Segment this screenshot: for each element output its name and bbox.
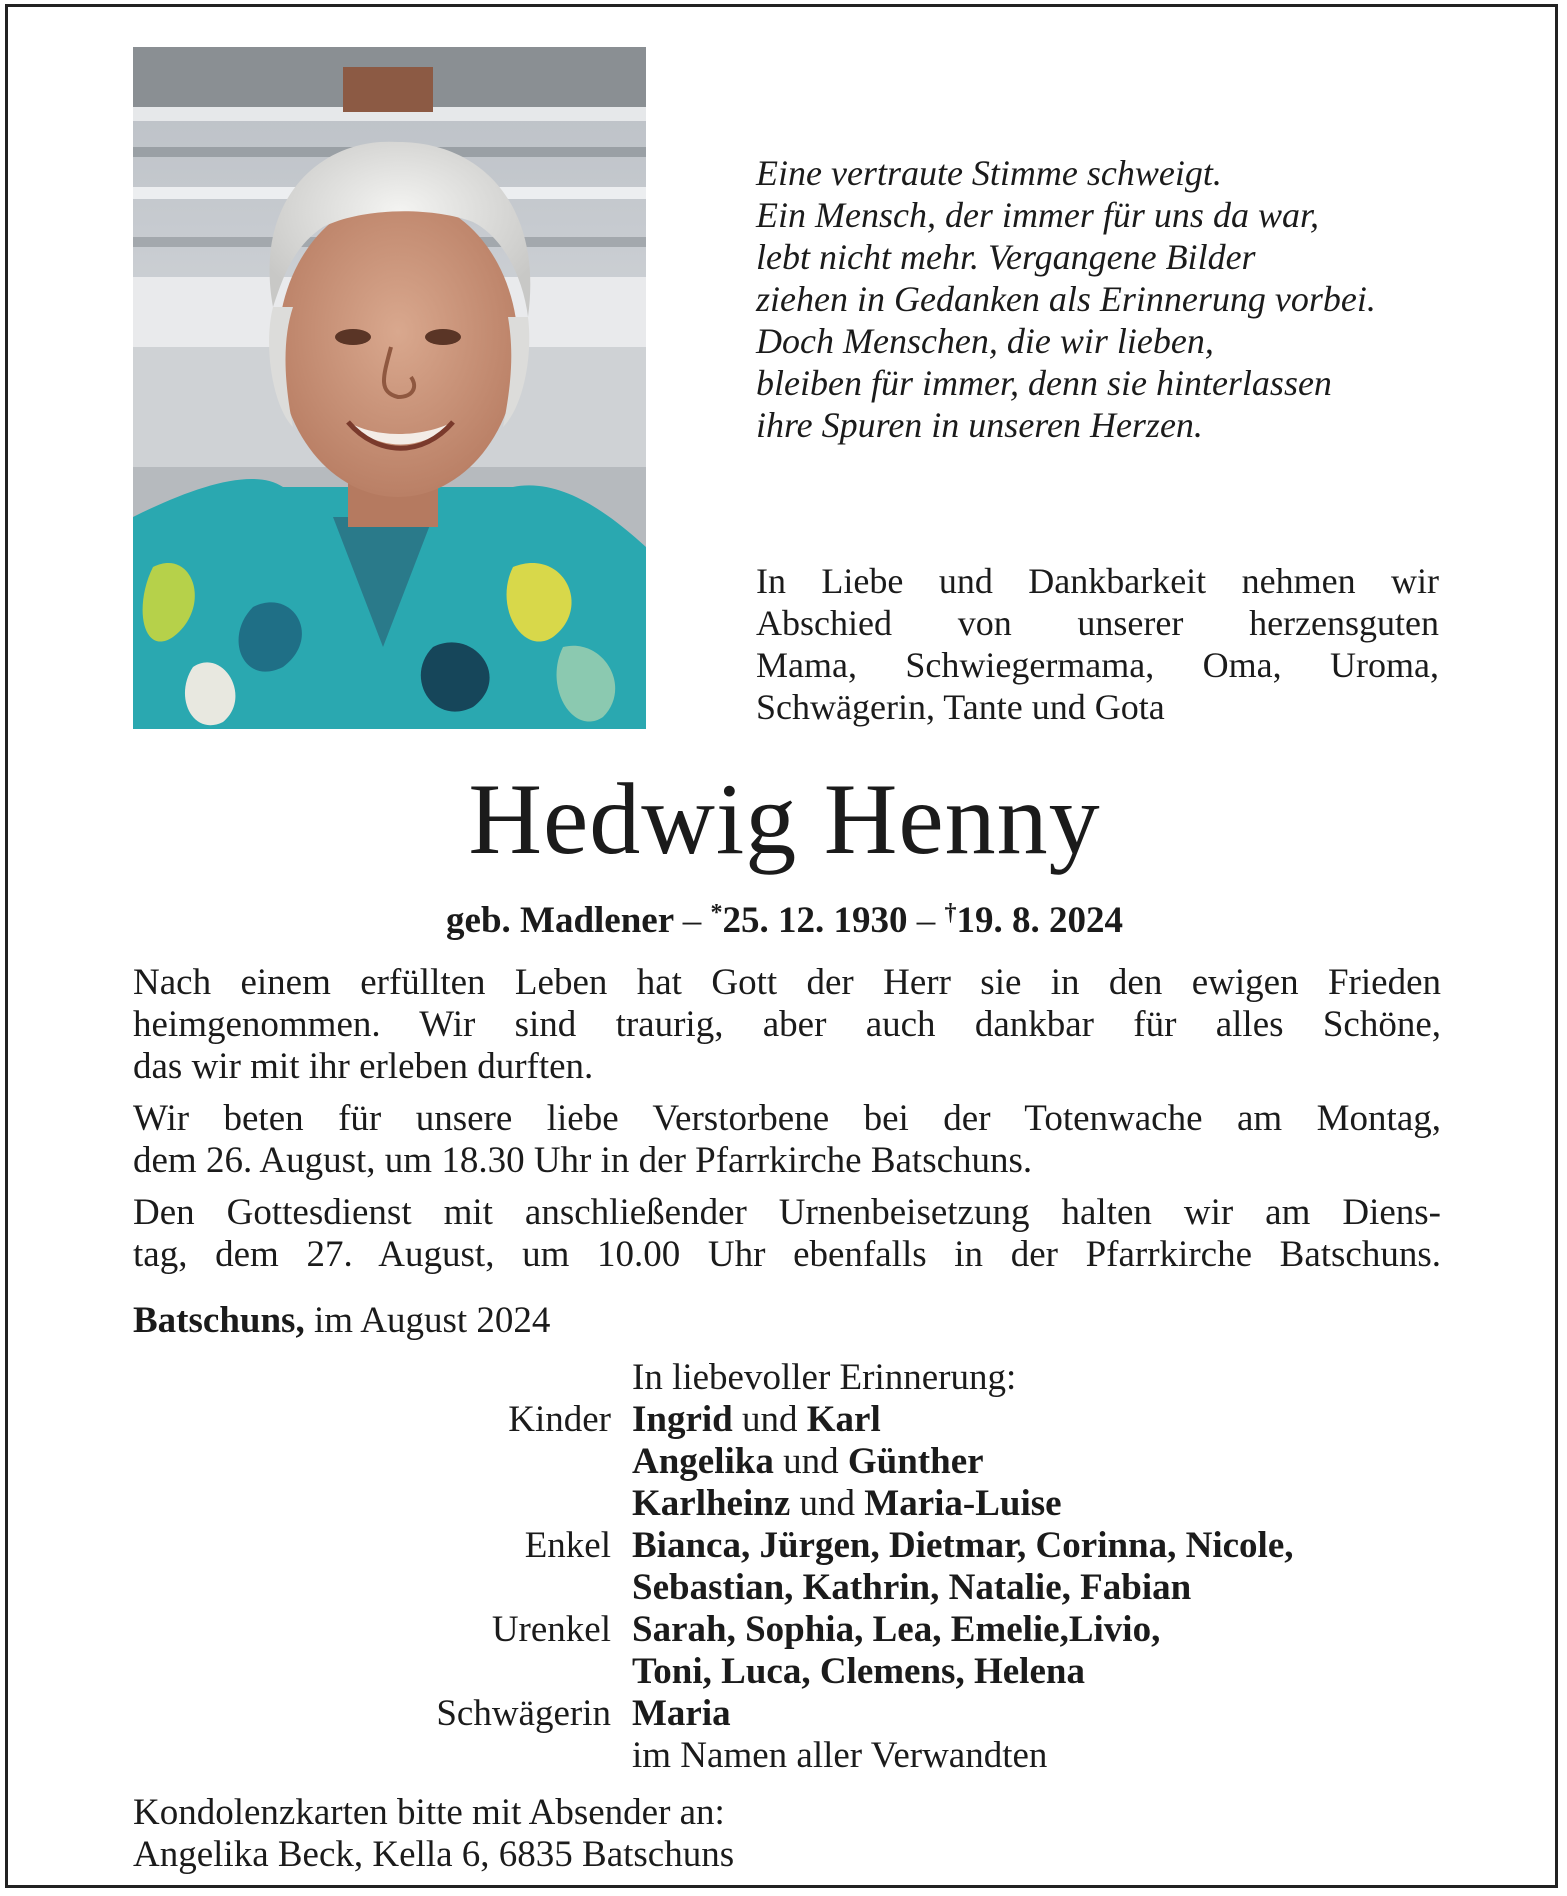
contact-line: Angelika Beck, Kella 6, 6835 Batschuns [133, 1834, 735, 1875]
und-text: und [783, 1441, 839, 1482]
und-text: und [742, 1399, 798, 1440]
child-name: Ingrid [632, 1399, 733, 1440]
intro-text [756, 560, 1439, 728]
poem-line: Eine vertraute Stimme schweigt. [756, 153, 1222, 193]
poem-line: Doch Menschen, die wir lieben, [756, 321, 1214, 361]
paragraph-wake [133, 1098, 1441, 1182]
und-text: und [799, 1483, 856, 1524]
body-line: Den Gottesdienst mit anschließender Urnenbeisetzung halten wir am Diens- [133, 1192, 1441, 1233]
poem-line: ziehen in Gedanken als Erinnerung vorbei. [756, 279, 1376, 319]
paragraph-service [133, 1192, 1441, 1276]
urenkel-names: Sarah, Sophia, Lea, Emelie,Livio, [632, 1609, 1161, 1650]
poem-line: bleiben für immer, denn sie hinterlassen [756, 363, 1332, 403]
obituary-card [5, 4, 1558, 1888]
dash: – [916, 900, 936, 941]
body-line: das wir mit ihr erleben durften. [133, 1046, 594, 1087]
poem [756, 152, 1476, 446]
kinder-pair [632, 1441, 984, 1483]
child-name: Karlheinz [632, 1483, 791, 1524]
body-line: tag, dem 27. August, um 10.00 Uhr ebenfalls in der Pfarrkirche Batschuns. [133, 1234, 1441, 1275]
body-line: Wir beten für unsere liebe Verstorbene bei der Totenwache am Montag, [133, 1098, 1441, 1139]
birth-name: geb. Madlener [446, 900, 674, 941]
schwaegerin-name: Maria [632, 1693, 731, 1734]
label-enkel: Enkel [524, 1525, 611, 1566]
poem-line: Ein Mensch, der immer für uns da war, [756, 195, 1319, 235]
intro-line: Mama, Schwiegermama, Oma, Uroma, [756, 645, 1439, 685]
family-closing: im Namen aller Verwandten [632, 1735, 1048, 1776]
kinder-pair [632, 1483, 1062, 1525]
child-name: Angelika [632, 1441, 774, 1482]
intro-line: Schwägerin, Tante und Gota [756, 687, 1165, 727]
deceased-name: Hedwig Henny [468, 763, 1101, 876]
intro-line: Abschied von unserer herzensguten [756, 603, 1439, 643]
poem-line: ihre Spuren in unseren Herzen. [756, 405, 1203, 445]
dash: – [682, 900, 702, 941]
place-town: Batschuns, [133, 1300, 305, 1341]
contact-line: Kondolenzkarten bitte mit Absender an: [133, 1792, 725, 1833]
urenkel-names: Toni, Luca, Clemens, Helena [632, 1651, 1085, 1692]
kinder-pair [632, 1399, 881, 1441]
life-dates [8, 891, 1561, 943]
place-date [133, 1300, 550, 1342]
child-partner-name: Maria-Luise [864, 1483, 1062, 1524]
enkel-names: Bianca, Jürgen, Dietmar, Corinna, Nicole, [632, 1525, 1294, 1566]
condolence-address [133, 1792, 734, 1876]
child-partner-name: Günther [847, 1441, 984, 1482]
birth-date: 25. 12. 1930 [722, 900, 908, 941]
family-list [8, 1357, 1561, 1777]
poem-line: lebt nicht mehr. Vergangene Bilder [756, 237, 1256, 277]
death-date: 19. 8. 2024 [956, 900, 1123, 941]
announcement-body [133, 962, 1441, 1286]
death-symbol: † [944, 900, 957, 926]
label-kinder: Kinder [508, 1399, 611, 1440]
body-line: dem 26. August, um 18.30 Uhr in der Pfarrkirche Batschuns. [133, 1140, 1033, 1181]
intro-line: In Liebe und Dankbarkeit nehmen wir [756, 561, 1439, 601]
place-month: im August 2024 [313, 1300, 551, 1341]
enkel-names: Sebastian, Kathrin, Natalie, Fabian [632, 1567, 1192, 1608]
portrait-photo [133, 47, 646, 729]
body-line: heimgenommen. Wir sind traurig, aber auch dankbar für alles Schöne, [133, 1004, 1441, 1045]
label-schwaegerin: Schwägerin [436, 1693, 611, 1734]
birth-symbol: * [710, 900, 723, 926]
body-line: Nach einem erfüllten Leben hat Gott der Herr sie in den ewigen Frieden [133, 962, 1441, 1003]
child-partner-name: Karl [806, 1399, 881, 1440]
label-urenkel: Urenkel [491, 1609, 611, 1650]
paragraph-passing [133, 962, 1441, 1088]
family-heading: In liebevoller Erinnerung: [632, 1357, 1017, 1398]
